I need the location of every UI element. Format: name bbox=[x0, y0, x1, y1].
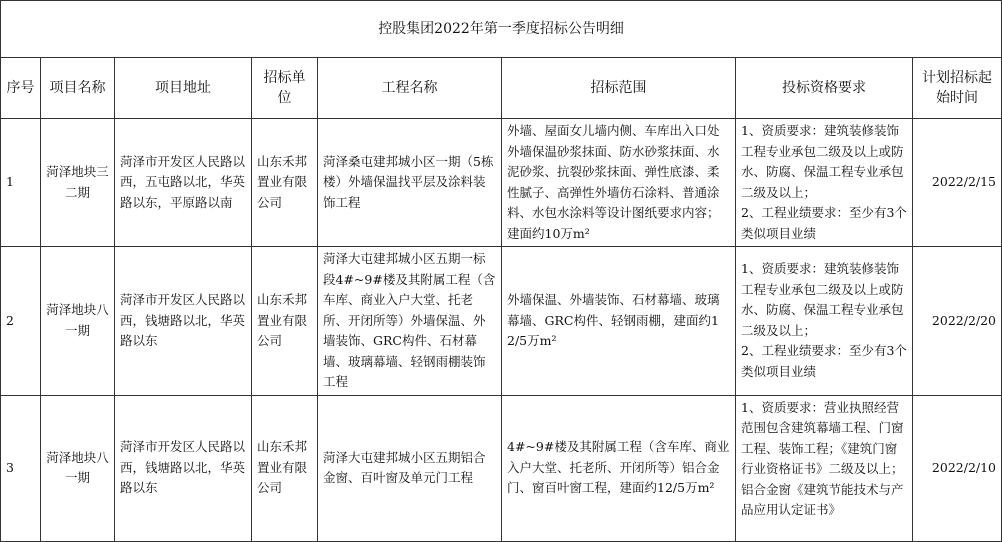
cell-date: 2022/2/10 bbox=[913, 395, 1002, 541]
cell-qualification: 1、资质要求：建筑装修装饰工程专业承包二级及以上或防水、防腐、保温工程专业承包二级及以上； 2、工程业绩要求：至少有3个类似项目业绩 bbox=[736, 247, 913, 396]
table-row bbox=[1, 395, 1002, 541]
header-no: 序号 bbox=[1, 58, 41, 119]
cell-qualification bbox=[736, 395, 913, 541]
cell-work-name: 菏泽大屯建邦城小区五期一标段4#~9#楼及其附属工程（含车库、商业入户大堂、托老所、开闭所等）外墙保温、外墙装饰、GRC构件、石材幕墙、玻璃幕墙、轻钢雨棚装饰工程 bbox=[318, 247, 502, 396]
header-date: 计划招标起始时间 bbox=[913, 58, 1002, 119]
header-row bbox=[1, 58, 1002, 119]
table-row bbox=[1, 119, 1002, 247]
cell-work-name: 菏泽大屯建邦城小区五期铝合金窗、百叶窗及单元门工程 bbox=[318, 395, 502, 541]
cell-no: 3 bbox=[1, 395, 41, 541]
header-scope: 招标范围 bbox=[502, 58, 736, 119]
header-address: 项目地址 bbox=[115, 58, 252, 119]
cell-work-name: 菏泽桑屯建邦城小区一期（5栋楼）外墙保温找平层及涂料装饰工程 bbox=[318, 119, 502, 247]
cell-scope: 外墙保温、外墙装饰、石材幕墙、玻璃幕墙、GRC构件、轻钢雨棚，建面约12/5万m² bbox=[502, 247, 736, 396]
header-qualification: 投标资格要求 bbox=[736, 58, 913, 119]
cell-scope: 外墙、屋面女儿墙内侧、车库出入口处外墙保温砂浆抹面、防水砂浆抹面、水泥砂浆、抗裂砂浆抹面、弹性底漆、柔性腻子、高弹性外墙仿石涂料、普通涂料、水包水涂料等设计图纸要求内容；建面约10万m² bbox=[502, 119, 736, 247]
header-work-name: 工程名称 bbox=[318, 58, 502, 119]
table-row bbox=[1, 247, 1002, 396]
cell-qualification: 1、资质要求：建筑装修装饰工程专业承包二级及以上或防水、防腐、保温工程专业承包二级及以上； 2、工程业绩要求：至少有3个类似项目业绩 bbox=[736, 119, 913, 247]
header-tenderer: 招标单位 bbox=[252, 58, 318, 119]
table-title: 控股集团2022年第一季度招标公告明细 bbox=[1, 1, 1002, 58]
cell-tenderer: 山东禾邦置业有限公司 bbox=[252, 247, 318, 396]
cell-project-name: 菏泽地块八一期 bbox=[41, 395, 115, 541]
cell-date: 2022/2/20 bbox=[913, 247, 1002, 396]
cell-tenderer: 山东禾邦置业有限公司 bbox=[252, 395, 318, 541]
cell-date: 2022/2/15 bbox=[913, 119, 1002, 247]
cell-scope: 4#~9#楼及其附属工程（含车库、商业入户大堂、托老所、开闭所等）铝合金门、窗百叶窗工程，建面约12/5万m² bbox=[502, 395, 736, 541]
cell-tenderer: 山东禾邦置业有限公司 bbox=[252, 119, 318, 247]
cell-no: 1 bbox=[1, 119, 41, 247]
cell-project-name: 菏泽地块八一期 bbox=[41, 247, 115, 396]
cell-project-name: 菏泽地块三二期 bbox=[41, 119, 115, 247]
cell-address: 菏泽市开发区人民路以西，钱塘路以北，华英路以东 bbox=[115, 395, 252, 541]
cell-address: 菏泽市开发区人民路以西，五屯路以北，华英路以东，平原路以南 bbox=[115, 119, 252, 247]
qualification-text: 1、资质要求：营业执照经营范围包含建筑幕墙工程、门窗工程、装饰工程；《建筑门窗行业资格证书》二级及以上；铝合金窗《建筑节能技术与产品应用认定证书》 bbox=[741, 399, 904, 517]
header-project-name: 项目名称 bbox=[41, 58, 115, 119]
cell-address: 菏泽市开发区人民路以西，钱塘路以北，华英路以东 bbox=[115, 247, 252, 396]
cell-no: 2 bbox=[1, 247, 41, 396]
